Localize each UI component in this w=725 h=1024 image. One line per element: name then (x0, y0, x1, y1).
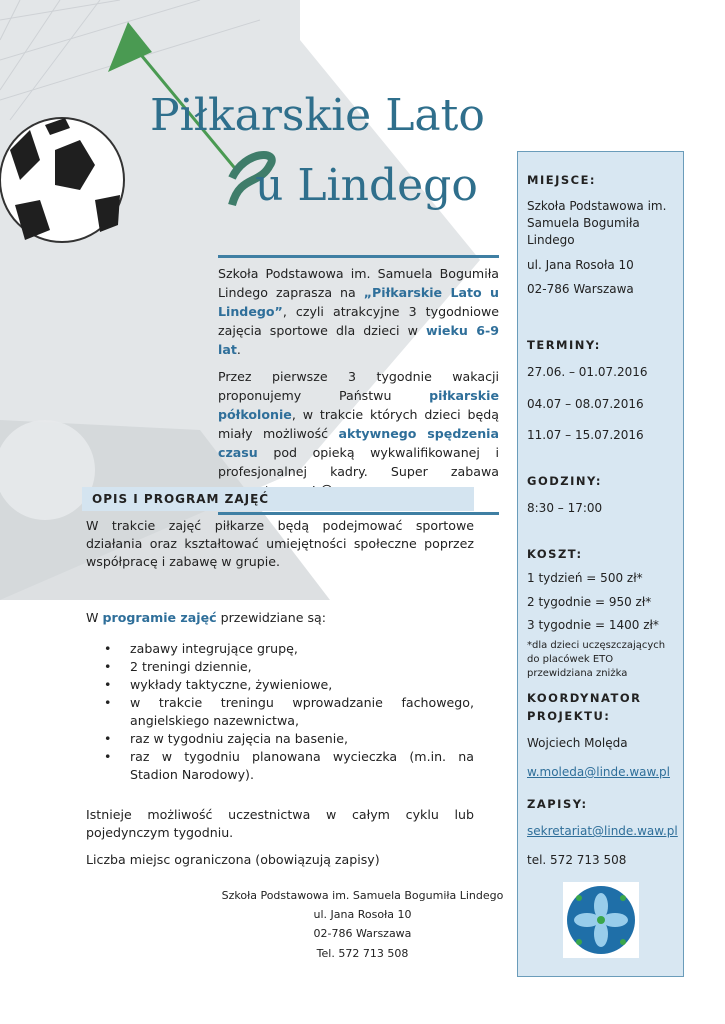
place-line-2: Samuela Bogumiła (527, 216, 640, 230)
intro-text: Przez pierwsze 3 tygodnie wakacji proponujemy Państwu (218, 369, 499, 403)
school-logo-icon (563, 882, 639, 958)
signup-phone: tel. 572 713 508 (527, 853, 627, 867)
activity-highlight: aktywnego spędzenia czasu (218, 426, 499, 460)
coordinator-heading-1: KOORDYNATOR (527, 691, 642, 705)
program-list (86, 640, 474, 784)
cost-item: 2 tygodnie = 950 zł* (527, 595, 652, 609)
place-line-3: Lindego (527, 233, 575, 247)
list-item: • raz w tygodniu planowana wycieczka (m.in. na Stadion Narodowy). (86, 748, 474, 784)
list-item: • raz w tygodniu zajęcia na basenie, (86, 730, 474, 748)
signup-email-link[interactable]: sekretariat@linde.waw.pl (527, 824, 678, 838)
dates-heading: TERMINY: (527, 338, 601, 352)
date-range: 04.07 – 08.07.2016 (527, 397, 644, 411)
soccer-ball-icon (0, 118, 124, 242)
signup-heading: ZAPISY: (527, 797, 588, 811)
place-city: 02-786 Warszawa (527, 282, 634, 296)
list-item: • wykłady taktyczne, żywieniowe, (86, 676, 474, 694)
cost-item: 3 tygodnie = 1400 zł* (527, 618, 659, 632)
limit-text: Liczba miejsc ograniczona (obowiązują zapisy) (86, 852, 380, 867)
title-line-2: u Lindego (255, 160, 478, 211)
coordinator-name: Wojciech Molęda (527, 736, 628, 750)
cost-note: *dla dzieci uczęszczających do placówek ETO przewidziana zniżka (527, 640, 666, 679)
program-intro (86, 609, 474, 627)
hours-value: 8:30 – 17:00 (527, 501, 603, 515)
age-highlight: wieku 6-9 lat (218, 323, 499, 357)
place-heading: MIEJSCE: (527, 173, 597, 187)
cost-item: 1 tydzień = 500 zł* (527, 571, 643, 585)
coordinator-email-link[interactable]: w.moleda@linde.waw.pl (527, 765, 670, 779)
event-name-highlight: „Piłkarskie Lato u Lindego” (218, 285, 499, 319)
intro-paragraph-1 (218, 264, 499, 359)
place-line-1: Szkoła Podstawowa im. (527, 199, 667, 213)
intro-text: Szkoła Podstawowa im. Samuela Bogumiła Lindego zaprasza na (218, 266, 499, 300)
intro-text: , w trakcie których dzieci będą miały możliwość (218, 407, 499, 441)
intro-text: pod opieką wykwalifikowanej i profesjonalnej kadry. Super zabawa (218, 445, 499, 479)
camp-highlight: piłkarskie półkolonie (218, 388, 499, 422)
intro-text: , czyli atrakcyjne 3 tygodniowe zajęcia sportowe dla dzieci w (218, 304, 499, 338)
list-item: • w trakcie treningu wprowadzanie fachowego, angielskiego nazewnictwa, (86, 694, 474, 730)
date-range: 11.07 – 15.07.2016 (527, 428, 644, 442)
intro-box (218, 255, 499, 515)
program-highlight: programie zajęć (102, 610, 217, 625)
title-line-1: Piłkarskie Lato (150, 90, 485, 141)
hours-heading: GODZINY: (527, 474, 602, 488)
intro-text: . (236, 342, 241, 357)
footer-school: Szkoła Podstawowa im. Samuela Bogumiła Lindego (221, 889, 504, 902)
footer-street: ul. Jana Rosoła 10 (313, 908, 412, 921)
program-intro-text: przewidziane są: (216, 610, 327, 625)
info-sidebar (517, 151, 684, 977)
date-range: 27.06. – 01.07.2016 (527, 365, 648, 379)
program-intro-text: W (86, 610, 103, 625)
list-item: • zabawy integrujące grupę, (86, 640, 474, 658)
footer-phone: Tel. 572 713 508 (316, 947, 409, 960)
coordinator-heading-2: PROJEKTU: (527, 709, 611, 723)
place-street: ul. Jana Rosoła 10 (527, 258, 634, 272)
description-text: W trakcie zajęć piłkarze będą podejmować sportowe działania oraz kształtować umiejętności społeczne poprzez współpracę i zabawę w grupie. (86, 518, 474, 569)
footer-city: 02-786 Warszawa (313, 927, 412, 940)
intro-paragraph-2 (218, 367, 499, 500)
participation-text: Istnieje możliwość uczestnictwa w całym cyklu lub pojedynczym tygodniu. (86, 807, 474, 840)
list-item: • 2 treningi dziennie, (86, 658, 474, 676)
section-heading: OPIS I PROGRAM ZAJĘĆ (82, 487, 474, 511)
cost-heading: KOSZT: (527, 547, 583, 561)
